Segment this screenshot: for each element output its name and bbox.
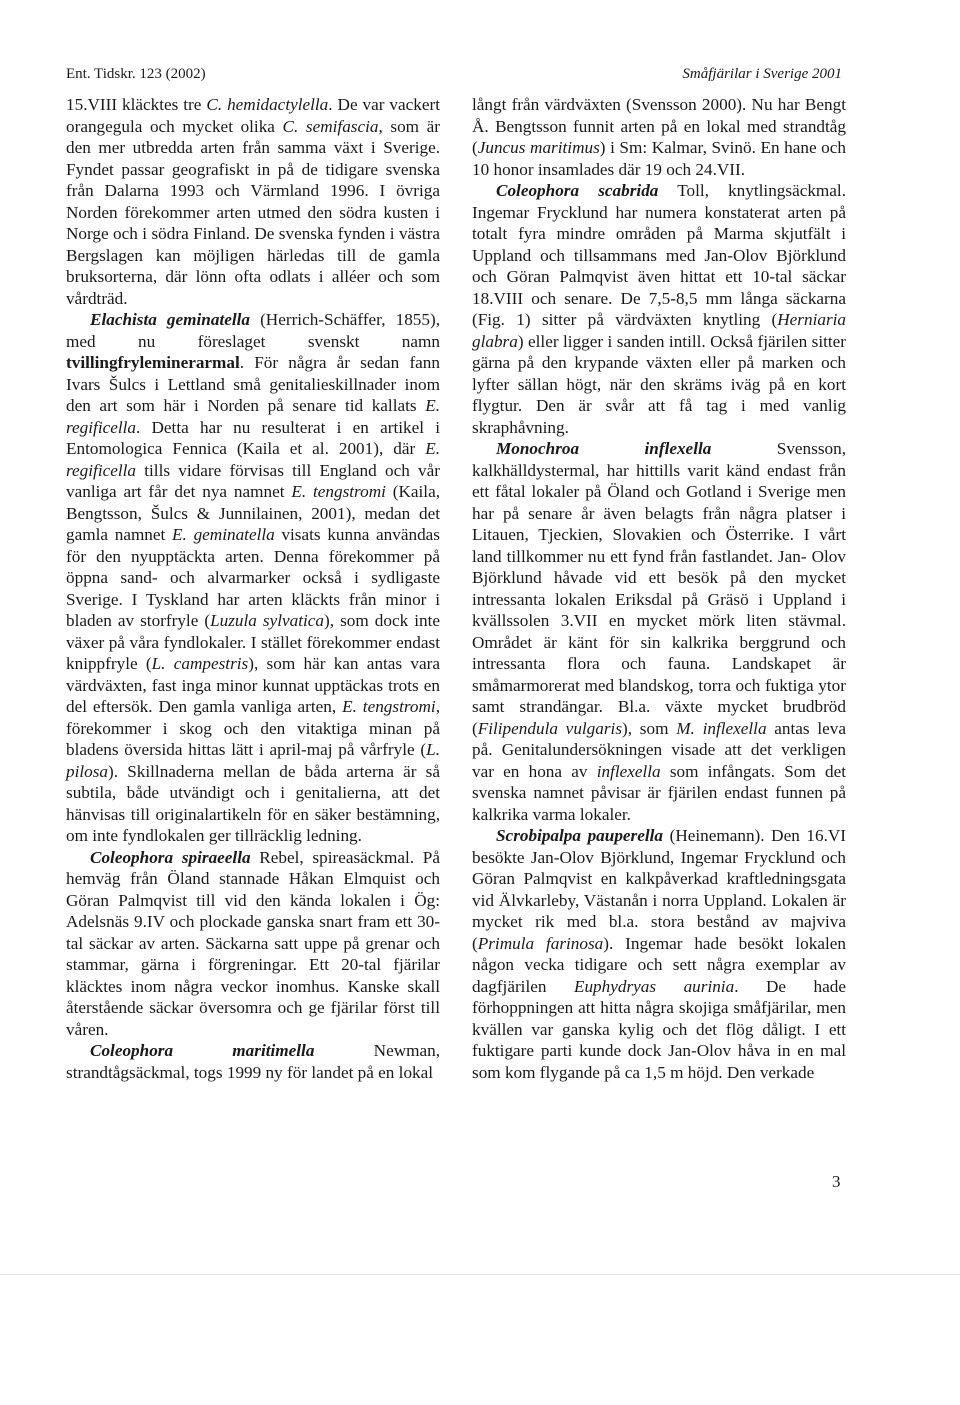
running-header-journal: Ent. Tidskr. 123 (2002) bbox=[66, 66, 206, 82]
species-heading: Scrobipalpa pauperella bbox=[496, 826, 664, 845]
species-heading: Coleophora maritimella bbox=[90, 1041, 315, 1060]
species-heading: Coleophora scabrida bbox=[496, 181, 659, 200]
paragraph-scrobipalpa-pauperella: Scrobipalpa pauperella (Heinemann). Den 16.VI besökte Jan-Olov Björklund, Ingemar Frycklund och Göran Palmqvist en kalkpåverkad kraftledningsgata vid Älvkarleby, Västanån i norra Uppland. Lokalen är mycket rik med bl.a. stora bestånd av majviva (Primula farinosa). Ingemar hade besökt lokalen någon vecka tidigare och sett några exemplar av dagfjärilen Euphydryas aurinia. De hade förhoppningen att hitta några skojiga småfjärilar, men kvällen var ganska kylig och det flög dåligt. I ett fuktigare parti kunde dock Jan-Olov håva in en mal som kom flygande på ca 1,5 m höjd. Den verkade bbox=[472, 826, 846, 1082]
paragraph-maritimella-continued: långt från värdväxten (Svensson 2000). Nu har Bengt Å. Bengtsson funnit arten på en lokal med strandtåg (Juncus maritimus) i Sm: Kalmar, Svinö. En hane och 10 honor insamlades där 19 och 24.VII. bbox=[472, 95, 846, 179]
paragraph-coleophora-scabrida: Coleophora scabrida Toll, knytlingsäckmal. Ingemar Frycklund har numera konstaterat arten på totalt fyra mindre områden på Marma skjutfält i Uppland och tillsammans med Jan-Olov Björklund och Göran Palmqvist även hittat ett 10-tal säckar 18.VIII och senare. De 7,5-8,5 mm långa säckarna (Fig. 1) sitter på värdväxten knytling (Herniaria glabra) eller ligger i sanden intill. Också fjärilen sitter gärna på den krypande växten eller på marken och lyfter sällan högt, när den skräms iväg på en kort flygtur. Den är svår att få tag i med vanlig skraphåvning. bbox=[472, 181, 846, 437]
species-heading: Elachista geminatella bbox=[90, 310, 250, 329]
running-header-title: Småfjärilar i Sverige 2001 bbox=[682, 66, 842, 82]
paragraph-coleophora-spiraeella: Coleophora spiraeella Rebel, spireasäckmal. På hemväg från Öland stannade Håkan Elmquist och Göran Palmqvist till vid den kända lokalen i Ög: Adelsnäs 9.IV och plockade ganska snart fram ett 30-tal säckar av arten. Säckarna satt uppe på grenar och stammar, gärna i förgreningar. Ett 20-tal fjärilar kläcktes inom några veckor inomhus. Kanske skall återstående säckar översomra och ge fjärilar först till våren. bbox=[66, 847, 440, 1039]
left-column bbox=[66, 94, 440, 1083]
page-number: 3 bbox=[832, 1172, 841, 1191]
species-heading: Monochroa inflexella bbox=[496, 439, 712, 458]
paragraph-coleophora-maritimella: Coleophora maritimella Newman, strandtågsäckmal, togs 1999 ny för landet på en lokal bbox=[66, 1041, 441, 1082]
paragraph-monochroa-inflexella: Monochroa inflexella Svensson, kalkhälldystermal, har hittills varit känd endast från ett fåtal lokaler på Öland och Gotland i Sverige men har på senare år även belagts från några platser i Litauen, Tjeckien, Slovakien och Österrike. I vårt land tillkommer nu ett fynd från fastlandet. Jan- Olov Björklund håvade vid ett besök på den mycket intressanta lokalen Eriksdal på Gräsö i Uppland i kvällssolen 3.VII en mycket mörk liten stävmal. Området är känt för sin kalkrika berggrund och intressanta flora och fauna. Landskapet är småmarmorerat med blandskog, torra och fuktiga ytor samt strandängar. Bl.a. växte mycket brudbröd (Filipendula vulgaris), som M. inflexella antas leva på. Genitalundersökningen visade att det verkligen var en hona av inflexella som infångats. Som det svenska namnet påvisar är fjärilen endast funnen på kalkrika varma lokaler. bbox=[472, 439, 846, 824]
paragraph-hemidactylella-continued: 15.VIII kläcktes tre C. hemidactylella. De var vackert orangegula och mycket olika C. semifascia, som är den mer utbredda arten från samma växt i Sverige. Fyndet passar geografiskt in på de tidigare svenska från Dalarna 1993 och Värmland 1996. I övriga Norden förekommer arten utmed den södra kusten i Norge och i södra Finland. De svenska fynden i västra Bergslagen kan möjligen härledas till de gamla bruksorterna, där lönn ofta odlats i alléer och som vårdträd. bbox=[66, 95, 440, 308]
right-column bbox=[472, 94, 846, 1083]
swedish-name: tvillingfryleminerarmal bbox=[66, 353, 240, 372]
page-divider bbox=[0, 1274, 960, 1275]
species-heading: Coleophora spiraeella bbox=[90, 847, 251, 867]
paragraph-elachista-geminatella: Elachista geminatella (Herrich-Schäffer, 1855), med nu föreslaget svenskt namn tvillingfryleminerarmal. För några år sedan fann Ivars Šulcs i Lettland små genitalieskillnader inom den art som här i Norden på senare tid kallats E. regificella. Detta har nu resulterat i en artikel i Entomologica Fennica (Kaila et al. 2001), där E. regificella tills vidare förvisas till England och vår vanliga art får det nya namnet E. tengstromi (Kaila, Bengtsson, Šulcs & Junnilainen, 2001), medan det gamla namnet E. geminatella visats kunna användas för den nyupptäckta arten. Denna förekommer på öppna sand- och alvarmarker också i sydligaste Sverige. I Tyskland har arten kläckts från minor i bladen av storfryle (Luzula sylvatica), som dock inte växer på våra fyndlokaler. I stället förekommer endast knippfryle (L. campestris), som här kan antas vara värdväxten, fast inga minor kunnat upptäckas trots en del eftersök. Den gamla vanliga arten, E. tengstromi, förekommer i skog och den vitaktiga minan på bladens översida hittas lätt i april-maj på vårfryle (L. pilosa). Skillnaderna mellan de båda arterna är så subtila, både utvändigt och i genitalierna, att det hänvisas till originalartikeln för en säker bestämning, om inte fyndlokalen ger tillräcklig ledning. bbox=[66, 310, 440, 845]
